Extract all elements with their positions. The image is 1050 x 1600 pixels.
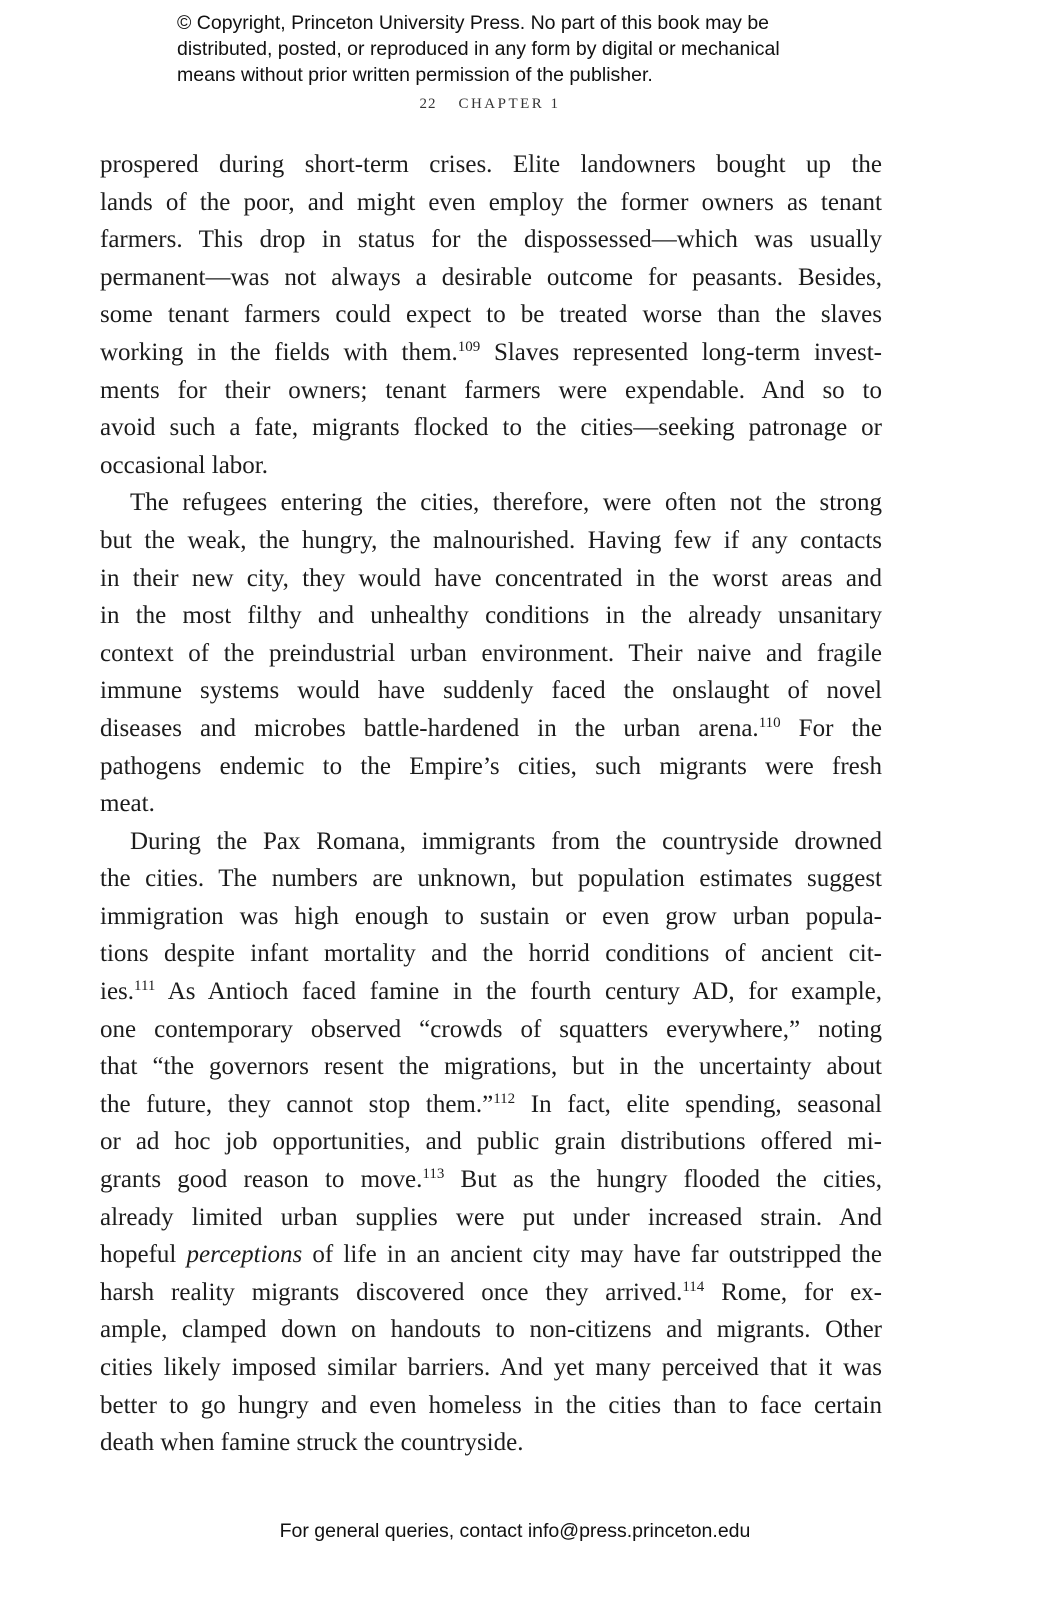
text-run: in the most filthy and unhealthy conditions in the already unsanitary [100,602,882,630]
text-line [100,1311,882,1349]
text-run: of life in an ancient city may have far outstripped the [302,1241,883,1269]
text-line [100,597,882,635]
text-run: For the [780,714,882,742]
footnote-ref: 114 [682,1278,705,1295]
text-run: that “the governors resent the migrations, but in the uncertainty about [100,1053,882,1081]
text-run: avoid such a fate, migrants flocked to the cities—seeking patronage or [100,414,882,442]
text-run: better to go hungry and even homeless in the cities than to face certain [100,1391,882,1419]
text-line [100,1349,882,1387]
page-number: 22 [419,96,437,112]
text-run: harsh reality migrants discovered once they arrived. [100,1278,683,1306]
text-run: context of the preindustrial urban environment. Their naive and fragile [100,639,882,667]
footnote-ref: 111 [134,978,156,995]
footnote-ref: 112 [493,1090,516,1107]
text-line [100,1199,882,1237]
text-line [100,1011,882,1049]
paragraph [100,484,882,822]
text-line [100,1123,882,1161]
text-run: the cities. The numbers are unknown, but population estimates suggest [100,865,882,893]
text-run: or ad hoc job opportunities, and public grain distributions offered mi- [100,1128,882,1156]
text-line [100,560,882,598]
text-line [100,1387,882,1425]
text-run: some tenant farmers could expect to be treated worse than the slaves [100,301,882,329]
text-line [100,935,882,973]
body-text [100,146,882,1462]
italic-text: perceptions [186,1241,303,1269]
text-line [100,748,882,786]
footnote-ref: 109 [457,338,481,355]
text-run: pathogens endemic to the Empire’s cities, such migrants were fresh [100,752,882,780]
text-run: the future, they cannot stop them.” [100,1090,494,1118]
copyright-line: © Copyright, Princeton University Press. No part of this book may be [177,12,770,34]
text-run: but the weak, the hungry, the malnourished. Having few if any contacts [100,526,882,554]
text-run: farmers. This drop in status for the dispossessed—which was usually [100,226,882,254]
text-run: ments for their owners; tenant farmers were expendable. And so to [100,376,882,404]
text-line [100,296,882,334]
text-line [100,1048,882,1086]
text-run: prospered during short-term crises. Elite landowners bought up the [100,151,882,178]
text-line [100,1086,882,1124]
footnote-ref: 110 [758,714,781,731]
text-run: grants good reason to move. [100,1166,423,1194]
text-line [100,484,882,522]
text-run: Slaves represented long-term invest- [480,338,883,366]
text-line [100,221,882,259]
text-run: But as the hungry flooded the cities, [444,1166,882,1194]
footnote-ref: 113 [422,1166,445,1183]
text-run: lands of the poor, and might even employ the former owners as tenant [100,188,882,216]
text-run: During the Pax Romana, immigrants from the countryside drowned [130,827,882,855]
text-run: already limited urban supplies were put under increased strain. And [100,1203,882,1231]
text-line [100,334,882,372]
text-run: meat. [100,790,155,818]
text-line [100,184,882,222]
text-line [100,785,882,823]
text-line [100,1161,882,1199]
text-line [100,259,882,297]
copyright-notice [177,10,780,88]
text-run: permanent—was not always a desirable outcome for peasants. Besides, [100,263,882,291]
text-run: In fact, elite spending, seasonal [515,1090,882,1118]
paragraph [100,146,882,484]
text-run: working in the fields with them. [100,338,458,366]
text-run: Rome, for ex- [704,1278,882,1306]
text-line [100,672,882,710]
chapter-label: CHAPTER 1 [458,96,561,112]
text-run: ies. [100,978,135,1006]
copyright-line: distributed, posted, or reproduced in any form by digital or mechanical [177,38,780,60]
text-line [100,973,882,1011]
text-run: cities likely imposed similar barriers. And yet many perceived that it was [100,1354,882,1381]
text-line [100,447,882,485]
text-line [100,1424,882,1462]
text-line [100,860,882,898]
text-run: immigration was high enough to sustain or even grow urban popula- [100,902,882,930]
text-run: one contemporary observed “crowds of squatters everywhere,” noting [100,1015,882,1043]
footer-contact: For general queries, contact info@press.princeton.edu [279,1520,751,1542]
text-line [100,710,882,748]
text-line [100,522,882,560]
text-line [100,409,882,447]
text-line [100,372,882,410]
text-run: hopeful [100,1241,187,1269]
text-line [100,635,882,673]
text-run: The refugees entering the cities, therefore, were often not the strong [130,489,882,517]
paragraph [100,823,882,1462]
text-run: diseases and microbes battle-hardened in the urban arena. [100,714,759,742]
text-run: ample, clamped down on handouts to non-citizens and migrants. Other [100,1316,882,1344]
text-run: immune systems would have suddenly faced the onslaught of novel [100,677,882,705]
text-line [100,146,882,184]
text-line [100,1274,882,1312]
text-run: As Antioch faced famine in the fourth century AD, for example, [155,978,882,1006]
text-line [100,898,882,936]
text-run: death when famine struck the countryside. [100,1429,524,1457]
text-run: in their new city, they would have concentrated in the worst areas and [100,564,882,592]
running-head [0,96,980,113]
text-run: tions despite infant mortality and the horrid conditions of ancient cit- [100,940,882,968]
text-run: occasional labor. [100,451,268,479]
text-line [100,1236,882,1274]
text-line [100,823,882,861]
copyright-line: means without prior written permission of the publisher. [177,64,653,86]
